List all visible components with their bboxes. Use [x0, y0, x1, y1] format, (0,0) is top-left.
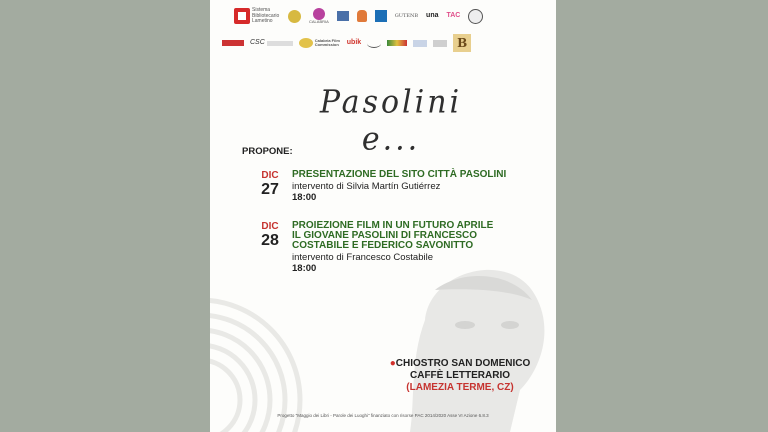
una-logo: una — [426, 12, 439, 20]
event-speaker: intervento di Francesco Costabile — [292, 252, 433, 263]
gutenberg-logo: GUTENB — [394, 12, 419, 19]
emblem-logo — [288, 10, 301, 23]
event-title-line: COSTABILE E FEDERICO SAVONITTO — [292, 240, 474, 251]
calabria-logo: CALABRIA — [309, 8, 329, 24]
event-day: 28 — [261, 232, 279, 249]
signature-logo — [367, 39, 381, 48]
event-date — [258, 221, 282, 249]
event-time: 18:00 — [292, 192, 317, 203]
event-month: DIC — [261, 221, 279, 232]
event-details — [292, 170, 532, 203]
event-day: 27 — [261, 181, 279, 198]
tac-logo: TAC — [446, 12, 461, 20]
event-title: PRESENTAZIONE DEL SITO CITTÀ PASOLINI — [292, 169, 507, 180]
sponsor-logos-row-2 — [210, 34, 556, 52]
sponsor-logos-row-1 — [210, 8, 556, 25]
event-date — [258, 170, 282, 198]
blue-square-logo — [375, 10, 387, 22]
event-details — [292, 221, 532, 274]
event-time: 18:00 — [292, 263, 317, 274]
buildings-logo — [337, 11, 349, 21]
round-seal-logo — [468, 9, 483, 24]
red-flag-logo — [222, 40, 244, 46]
gold-b-logo: B — [453, 34, 471, 52]
location-pin-icon: ● — [389, 358, 396, 369]
small-logo-1 — [413, 40, 427, 47]
propone-label: PROPONE: — [242, 146, 293, 157]
sistema-bibliotecario-lametino-logo: Sistema Bibliotecario Lametino — [234, 8, 280, 25]
event-poster — [210, 0, 556, 432]
event-title-line: PROIEZIONE FILM IN UN FUTURO APRILE — [292, 220, 494, 231]
csc-logo: CSC — [250, 39, 293, 47]
venue-line-1: ●CHIOSTRO SAN DOMENICO — [389, 358, 531, 369]
event-month: DIC — [261, 170, 279, 181]
event-speaker: intervento di Silvia Martín Gutiérrez — [292, 181, 441, 192]
calabria-film-commission-logo: Calabria Film Commission — [299, 38, 341, 48]
venue-block — [380, 358, 540, 394]
hand-logo — [357, 10, 367, 22]
decorative-portrait-background — [210, 250, 556, 432]
venue-city: (LAMEZIA TERME, CZ) — [406, 382, 514, 393]
funding-footer: Progetto "Maggio dei Libri - Parole dei Luoghi" finanziato con risorse PAC 2014/2020 Asse VI Azione 6.8.3 — [277, 413, 489, 418]
colored-bars-logo — [387, 40, 407, 46]
event-title-line: IL GIOVANE PASOLINI DI FRANCESCO — [292, 230, 478, 241]
poster-title: Pasolini e... — [319, 84, 463, 158]
venue-line-2: CAFFÈ LETTERARIO — [410, 370, 510, 381]
small-logo-2 — [433, 40, 447, 47]
ubik-logo: ubik — [346, 39, 362, 47]
